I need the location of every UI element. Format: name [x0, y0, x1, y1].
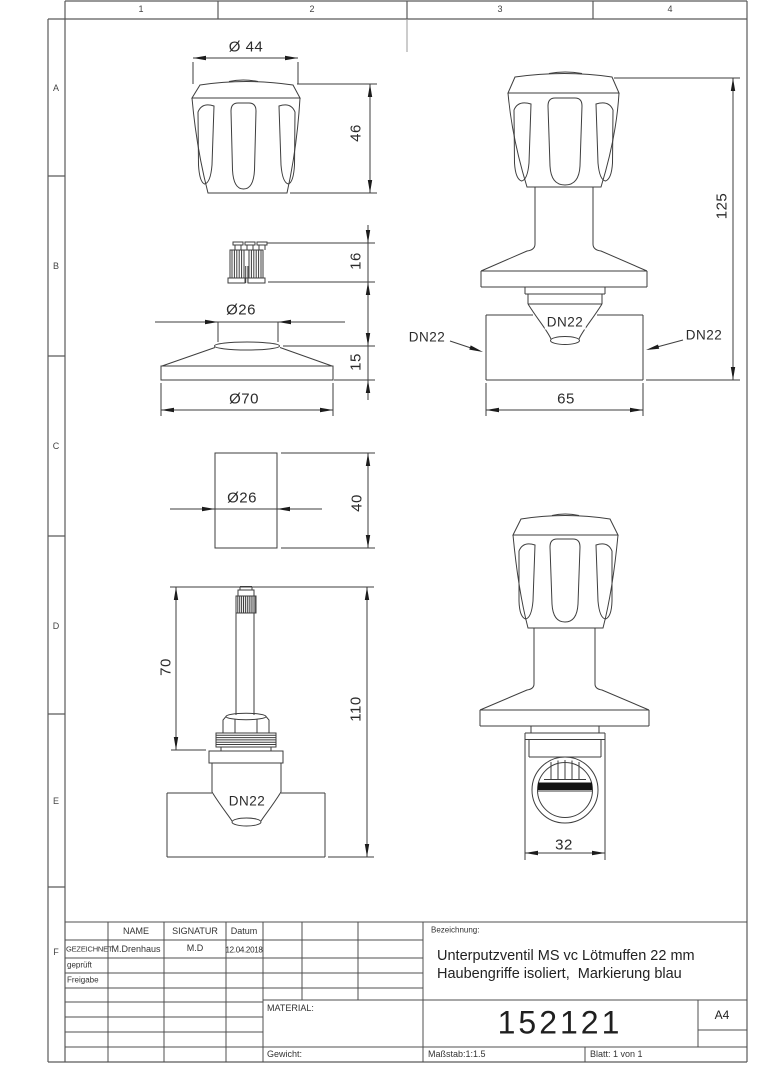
dim-adapter-height: 16 — [347, 252, 365, 270]
border-column-label: 2 — [309, 4, 315, 14]
titleblock-material-label: MATERIAL: — [267, 1003, 314, 1013]
border-column-label: 4 — [667, 4, 673, 14]
dim-knob-diameter: Ø 44 — [228, 38, 264, 56]
titleblock-description-line2: Haubengriffe isoliert, Markierung blau — [437, 966, 682, 982]
view-sleeve — [170, 453, 375, 548]
view-valve-front — [450, 72, 740, 416]
dim-valve-body-width: 65 — [557, 390, 575, 408]
titleblock-blatt: Blatt: 1 von 1 — [590, 1049, 643, 1059]
titleblock-col-name: NAME — [122, 926, 150, 936]
frame-border — [48, 1, 747, 1062]
title-block-grid — [65, 922, 747, 1062]
titleblock-massstab: Maßstab:1:1.5 — [428, 1049, 486, 1059]
view-adapter-rosette — [155, 225, 375, 416]
port-size-label: DN22 — [685, 327, 723, 343]
border-row-label: B — [52, 261, 60, 271]
port-size-label: DN22 — [546, 314, 584, 330]
border-row-label: C — [52, 441, 60, 451]
view-cartridge — [167, 587, 374, 858]
border-row-label: A — [52, 83, 60, 93]
dim-rosette-height: 15 — [347, 353, 365, 371]
view-valve-side — [480, 514, 649, 860]
port-size-label: DN22 — [228, 793, 266, 809]
titleblock-gewicht-label: Gewicht: — [267, 1049, 303, 1059]
titleblock-bezeichnung-label: Bezeichnung: — [431, 925, 480, 935]
titleblock-paper-format: A4 — [714, 1008, 730, 1022]
titleblock-gezeichnet-name: M.Drenhaus — [111, 944, 161, 954]
dim-sleeve-diameter: Ø26 — [227, 489, 257, 507]
dim-valve-side-width: 32 — [555, 836, 573, 854]
dim-rosette-top-diameter: Ø26 — [226, 301, 256, 319]
titleblock-part-number: 152121 — [497, 1004, 623, 1041]
border-row-label: E — [52, 796, 60, 806]
dim-cartridge-stem-height: 70 — [157, 658, 175, 676]
dim-knob-height: 46 — [347, 124, 365, 142]
dim-sleeve-height: 40 — [348, 494, 366, 512]
border-row-label: D — [52, 621, 60, 631]
titleblock-gezeichnet-datum: 12.04.2018 — [225, 945, 263, 955]
titleblock-row-freigabe: Freigabe — [67, 975, 99, 985]
dim-cartridge-total-height: 110 — [347, 696, 365, 722]
titleblock-gezeichnet-signatur: M.D — [186, 943, 204, 953]
border-column-label: 1 — [138, 4, 144, 14]
titleblock-row-geprueft: geprüft — [67, 960, 92, 970]
border-row-label: F — [53, 947, 59, 957]
border-column-label: 3 — [497, 4, 503, 14]
titleblock-col-signatur: SIGNATUR — [172, 926, 218, 936]
port-size-label: DN22 — [408, 329, 446, 345]
titleblock-description-line1: Unterputzventil MS vc Lötmuffen 22 mm — [437, 948, 695, 964]
titleblock-col-datum: Datum — [230, 926, 258, 936]
dim-rosette-base-diameter: Ø70 — [229, 390, 259, 408]
titleblock-row-gezeichnet: GEZEICHNET — [66, 944, 113, 954]
dim-valve-total-height: 125 — [713, 192, 731, 220]
